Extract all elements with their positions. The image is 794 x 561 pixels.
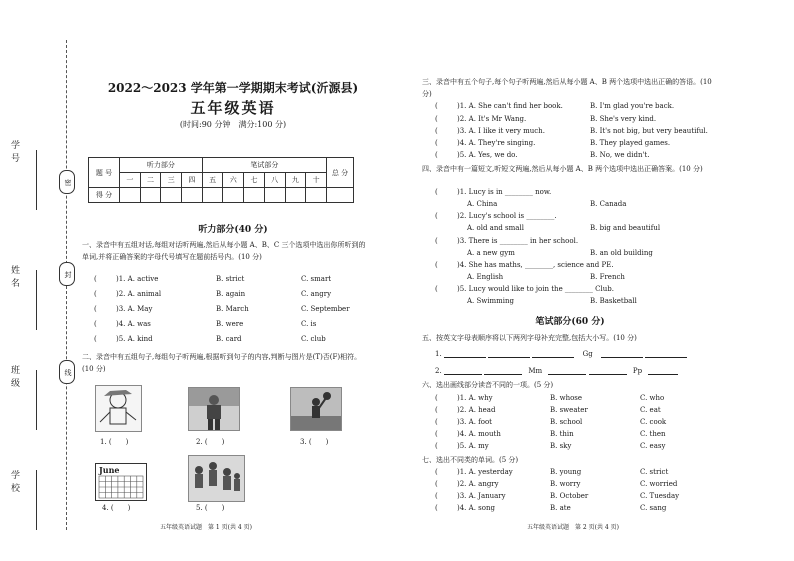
q3-option-b: B. She's very kind.: [590, 115, 657, 123]
score-cell[interactable]: [161, 188, 182, 203]
class-field[interactable]: [36, 370, 37, 430]
q6-item[interactable]: ( )1. A. why: [435, 394, 493, 402]
q6-option-c: C. then: [640, 430, 666, 438]
q4-item[interactable]: ( )2. Lucy's school is ________.: [435, 212, 557, 220]
score-cell[interactable]: [264, 188, 285, 203]
q4-item[interactable]: ( )3. There is ________ in her school.: [435, 237, 579, 245]
blank-line[interactable]: [532, 349, 574, 358]
q7-instruction: 七、选出不同类的单词。(5 分): [422, 456, 519, 464]
q2-picture-label[interactable]: 1. ( ): [100, 438, 129, 446]
score-cell[interactable]: [120, 188, 141, 203]
q6-item[interactable]: ( )3. A. foot: [435, 418, 492, 426]
score-col-header: 六: [223, 173, 244, 188]
q6-option-c: C. eat: [640, 406, 661, 414]
q7-item[interactable]: ( )2. A. angry: [435, 480, 499, 488]
student-id-label: 学号: [9, 140, 19, 166]
q1-option-b: B. March: [216, 305, 249, 313]
seal-mark-mi: 密: [59, 170, 75, 194]
q1-option-b: B. strict: [216, 275, 245, 283]
seal-mark-xian: 线: [59, 360, 75, 384]
score-cell[interactable]: [182, 188, 203, 203]
blank-line[interactable]: [648, 366, 678, 375]
time-info: (时间:90 分钟 满分:100 分): [179, 120, 287, 129]
student-id-field[interactable]: [36, 150, 37, 210]
school-field[interactable]: [36, 470, 37, 530]
q4-instruction: 四、录音中有一篇短文,听短文两遍,然后从每小题 A、B 两个选项中选出正确答案。(10 分): [422, 165, 703, 173]
blank-line[interactable]: [589, 366, 627, 375]
q6-option-b: B. sky: [550, 442, 572, 450]
score-cell[interactable]: [306, 188, 327, 203]
score-col-header: 二: [140, 173, 161, 188]
q5-instruction: 五、按英文字母表顺序将以下两列字母补充完整,包括大小写。(10 分): [422, 334, 637, 342]
blank-line[interactable]: [601, 349, 643, 358]
q4-option-a: A. English: [467, 273, 504, 281]
subject-title: 五年级英语: [190, 99, 276, 117]
writing-part-label: 笔试部分: [202, 158, 326, 173]
writing-section-title: 笔试部分(60 分): [535, 317, 605, 327]
q7-option-b: B. worry: [550, 480, 581, 488]
score-table: [88, 157, 354, 203]
q6-item[interactable]: ( )4. A. mouth: [435, 430, 501, 438]
q3-option-b: B. They played games.: [590, 139, 671, 147]
q4-option-a: A. Swimming: [467, 297, 515, 305]
q1-item[interactable]: ( )3. A. May: [94, 305, 153, 313]
score-col-header: 一: [120, 173, 141, 188]
q6-item[interactable]: ( )5. A. my: [435, 442, 489, 450]
q7-option-b: B. young: [550, 468, 582, 476]
q4-option-a: A. old and small: [467, 224, 524, 232]
score-col-header: 五: [202, 173, 223, 188]
footer-page-1: 五年级英语试题 第 1 页(共 4 页): [160, 524, 252, 531]
score-col-header: 九: [285, 173, 306, 188]
listening-section-title: 听力部分(40 分): [198, 225, 268, 235]
q3-instruction: 三、录音中有五个句子,每个句子听两遍,然后从每小题 A、B 两个选项中选出正确的答语。(10 分): [422, 78, 712, 98]
score-col-header: 八: [264, 173, 285, 188]
q6-option-c: C. who: [640, 394, 665, 402]
total-score-cell[interactable]: [327, 188, 354, 203]
score-table-row-label: 题 号: [89, 158, 120, 188]
q1-instruction: 一、录音中有五组对话,每组对话听两遍,然后从每小题 A、B、C 三个选项中选出你所听到的单词,并将正确答案的字母代号填写在题前括号内。(10 分): [82, 241, 366, 261]
blank-line[interactable]: [488, 349, 530, 358]
q6-option-b: B. thin: [550, 430, 574, 438]
score-cell[interactable]: [140, 188, 161, 203]
q3-option-b: B. I'm glad you're back.: [590, 102, 675, 110]
picture-boy-with-hat: [95, 385, 142, 432]
q6-option-c: C. cook: [640, 418, 667, 426]
q1-item[interactable]: ( )5. A. kind: [94, 335, 153, 343]
q6-option-b: B. school: [550, 418, 583, 426]
q1-option-c: C. angry: [301, 290, 332, 298]
q3-option-b: B. No, we didn't.: [590, 151, 650, 159]
q6-item[interactable]: ( )2. A. head: [435, 406, 496, 414]
q7-option-c: C. sang: [640, 504, 667, 512]
q4-option-a: A. a new gym: [467, 249, 515, 257]
q7-option-b: B. ate: [550, 504, 571, 512]
q7-option-b: B. October: [550, 492, 589, 500]
q3-option-b: B. It's not big, but very beautiful.: [590, 127, 708, 135]
q2-picture-label[interactable]: 3. ( ): [300, 438, 329, 446]
q4-option-b: B. Canada: [590, 200, 627, 208]
q7-item[interactable]: ( )1. A. yesterday: [435, 468, 513, 476]
picture-boy-standing: [188, 387, 240, 431]
name-field[interactable]: [36, 270, 37, 330]
q2-instruction: 二、录音中有五组句子,每组句子听两遍,根据听到句子的内容,判断与图片是(T)否(F)相符。(10 分): [82, 353, 362, 373]
q5-row-2[interactable]: 2. Mm Pp: [435, 366, 678, 375]
q4-option-b: B. big and beautiful: [590, 224, 661, 232]
q3-item[interactable]: ( )4. A. They're singing.: [435, 139, 536, 147]
q4-item[interactable]: ( )4. She has maths, ________, science and PE.: [435, 261, 614, 269]
q7-option-c: C. Tuesday: [640, 492, 680, 500]
q4-item[interactable]: ( )1. Lucy is in ________ now.: [435, 188, 552, 196]
picture-basketball-player: [290, 387, 342, 431]
score-col-header: 三: [161, 173, 182, 188]
q1-option-b: B. again: [216, 290, 246, 298]
score-cell[interactable]: [285, 188, 306, 203]
score-col-header: 十: [306, 173, 327, 188]
q3-item[interactable]: ( )5. A. Yes, we do.: [435, 151, 518, 159]
q1-option-b: B. were: [216, 320, 244, 328]
q4-item[interactable]: ( )5. Lucy would like to join the ________ Club.: [435, 285, 614, 293]
blank-line[interactable]: [444, 366, 482, 375]
blank-line[interactable]: [645, 349, 687, 358]
q6-instruction: 六、选出画线部分读音不同的一项。(5 分): [422, 381, 554, 389]
school-label: 学校: [9, 470, 19, 496]
q4-option-b: B. French: [590, 273, 625, 281]
score-cell[interactable]: [244, 188, 265, 203]
q1-item[interactable]: ( )4. A. was: [94, 320, 151, 328]
q1-item[interactable]: ( )1. A. active: [94, 275, 159, 283]
q7-item[interactable]: ( )3. A. January: [435, 492, 506, 500]
q1-option-c: C. September: [301, 305, 350, 313]
score-cell[interactable]: [223, 188, 244, 203]
calendar-month-label: June: [99, 465, 120, 475]
blank-line[interactable]: [444, 349, 486, 358]
q7-item[interactable]: ( )4. A. song: [435, 504, 495, 512]
q4-option-b: B. Basketball: [590, 297, 637, 305]
class-label: 班级: [9, 365, 19, 391]
q3-item[interactable]: ( )2. A. It's Mr Wang.: [435, 115, 527, 123]
name-label: 姓名: [9, 265, 19, 291]
blank-line[interactable]: [548, 366, 586, 375]
exam-title: 2022～2023 学年第一学期期末考试(沂源县): [107, 81, 359, 95]
q1-item[interactable]: ( )2. A. animal: [94, 290, 162, 298]
q1-option-c: C. smart: [301, 275, 332, 283]
q4-option-a: A. China: [467, 200, 498, 208]
blank-line[interactable]: [484, 366, 522, 375]
footer-page-2: 五年级英语试题 第 2 页(共 4 页): [527, 524, 619, 531]
q4-option-b: B. an old building: [590, 249, 653, 257]
q7-option-c: C. strict: [640, 468, 669, 476]
q3-item[interactable]: ( )1. A. She can't find her book.: [435, 102, 563, 110]
score-cell[interactable]: [202, 188, 223, 203]
score-col-header: 七: [244, 173, 265, 188]
q1-option-c: C. is: [301, 320, 317, 328]
q5-row-1[interactable]: 1. Gg: [435, 349, 687, 358]
q1-option-b: B. card: [216, 335, 242, 343]
picture-calendar-june: [95, 463, 147, 501]
q6-option-b: B. sweater: [550, 406, 588, 414]
picture-group-of-children: [188, 455, 245, 502]
score-row-label: 得 分: [89, 188, 120, 203]
q2-picture-label[interactable]: 4. ( ): [102, 504, 131, 512]
q1-option-c: C. club: [301, 335, 326, 343]
listening-part-label: 听力部分: [120, 158, 203, 173]
q7-option-c: C. worried: [640, 480, 678, 488]
seal-mark-feng: 封: [59, 262, 75, 286]
q2-picture-label[interactable]: 2. ( ): [196, 438, 225, 446]
q3-item[interactable]: ( )3. A. I like it very much.: [435, 127, 545, 135]
q6-option-b: B. whose: [550, 394, 583, 402]
score-col-header: 四: [182, 173, 203, 188]
q6-option-c: C. easy: [640, 442, 666, 450]
q2-picture-label[interactable]: 5. ( ): [196, 504, 225, 512]
total-score-label: 总 分: [327, 158, 354, 188]
